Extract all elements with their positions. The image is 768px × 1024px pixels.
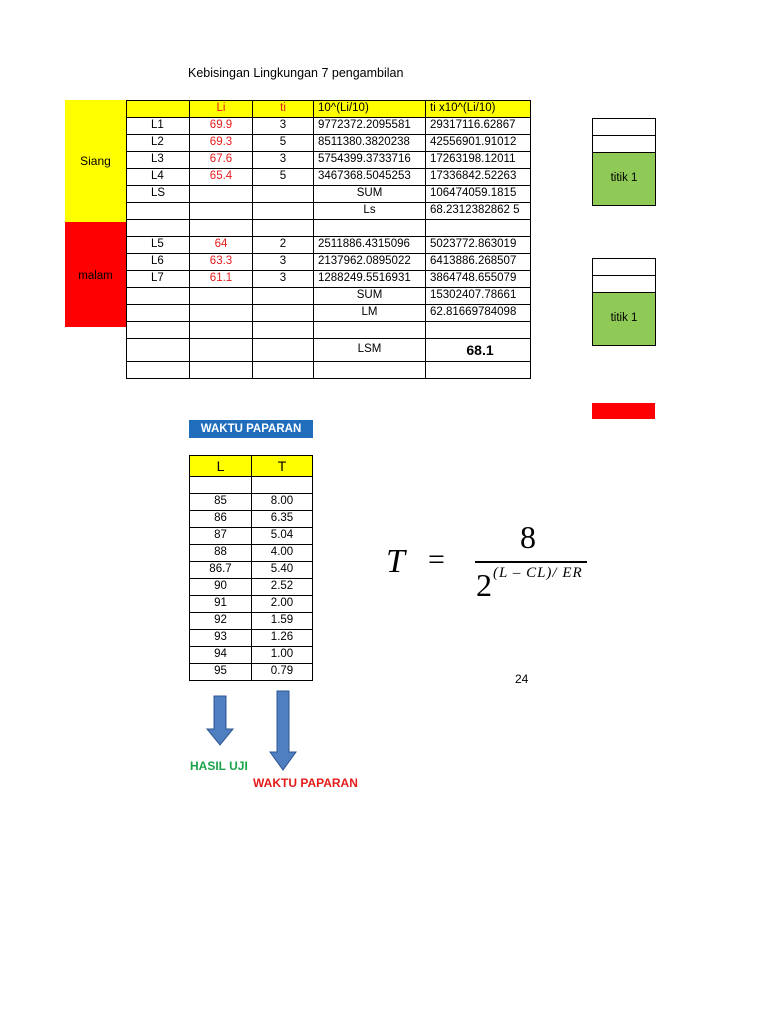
waktu-paparan-label bbox=[189, 420, 313, 438]
arrow-down-icon-2 bbox=[268, 690, 298, 772]
waktu-paparan-red-label: WAKTU PAPARAN bbox=[253, 776, 358, 790]
table-cell bbox=[313, 361, 426, 379]
lt-row-cell: 86.7 bbox=[189, 561, 252, 579]
formula-lhs: T bbox=[386, 543, 405, 580]
number-24: 24 bbox=[515, 672, 529, 686]
fraction-bar bbox=[475, 561, 587, 563]
lt-empty-cell bbox=[189, 476, 252, 494]
table-cell: L5 bbox=[126, 236, 190, 254]
table-cell: 3 bbox=[252, 151, 314, 169]
titik-label-2: titik 1 bbox=[610, 312, 638, 325]
table-cell: 64 bbox=[189, 236, 253, 254]
formula-numerator: 8 bbox=[520, 519, 536, 555]
table-cell: 1288249.5516931 bbox=[313, 270, 426, 288]
table-cell: 62.81669784098 bbox=[425, 304, 531, 322]
titik-label-1: titik 1 bbox=[610, 172, 638, 185]
table-cell: LSM bbox=[313, 338, 426, 362]
lt-header-cell: T bbox=[251, 455, 313, 477]
table-cell: 67.6 bbox=[189, 151, 253, 169]
table-cell: 3 bbox=[252, 253, 314, 271]
table-cell: 106474059.1815 bbox=[425, 185, 531, 203]
table-cell: 5 bbox=[252, 168, 314, 186]
table-cell: L4 bbox=[126, 168, 190, 186]
titik-box-2 bbox=[592, 292, 656, 346]
table-cell: 3 bbox=[252, 117, 314, 135]
lt-row-cell: 0.79 bbox=[251, 663, 313, 681]
lt-row-cell: 8.00 bbox=[251, 493, 313, 511]
lt-row-cell: 92 bbox=[189, 612, 252, 630]
lt-row-cell: 87 bbox=[189, 527, 252, 545]
lt-row-cell: 2.00 bbox=[251, 595, 313, 613]
table-cell bbox=[425, 219, 531, 237]
table-cell: 68.2312382862 5 bbox=[425, 202, 531, 220]
table-cell bbox=[189, 361, 253, 379]
table-cell bbox=[425, 361, 531, 379]
table-cell: L2 bbox=[126, 134, 190, 152]
table-cell: 29317116.62867 bbox=[425, 117, 531, 135]
table-cell bbox=[252, 338, 314, 362]
lt-row-cell: 94 bbox=[189, 646, 252, 664]
table-cell: 5023772.863019 bbox=[425, 236, 531, 254]
lt-row-cell: 95 bbox=[189, 663, 252, 681]
lt-empty-cell bbox=[251, 476, 313, 494]
table-cell: 17263198.12011 bbox=[425, 151, 531, 169]
table-cell: 2 bbox=[252, 236, 314, 254]
red-marker bbox=[592, 403, 655, 419]
table-cell: L3 bbox=[126, 151, 190, 169]
lt-row-cell: 2.52 bbox=[251, 578, 313, 596]
table-cell: 63.3 bbox=[189, 253, 253, 271]
table-cell bbox=[252, 202, 314, 220]
table-cell: 2511886.4315096 bbox=[313, 236, 426, 254]
table-cell bbox=[252, 287, 314, 305]
table-cell bbox=[189, 185, 253, 203]
side-box-3 bbox=[592, 258, 656, 276]
side-box-4 bbox=[592, 275, 656, 293]
table-cell: 6413886.268507 bbox=[425, 253, 531, 271]
malam-label: malam bbox=[78, 269, 113, 282]
table-cell bbox=[252, 321, 314, 339]
table-cell: L1 bbox=[126, 117, 190, 135]
lt-row-cell: 91 bbox=[189, 595, 252, 613]
titik-box-1 bbox=[592, 152, 656, 206]
table-cell: L6 bbox=[126, 253, 190, 271]
lt-row-cell: 86 bbox=[189, 510, 252, 528]
lt-row-cell: 5.04 bbox=[251, 527, 313, 545]
table-cell bbox=[126, 287, 190, 305]
lt-row-cell: 1.00 bbox=[251, 646, 313, 664]
table-cell: 42556901.91012 bbox=[425, 134, 531, 152]
table-cell: 17336842.52263 bbox=[425, 168, 531, 186]
header-cell: ti bbox=[252, 100, 314, 118]
lt-header-cell: L bbox=[189, 455, 252, 477]
header-cell: ti x10^(Li/10) bbox=[425, 100, 531, 118]
lt-row-cell: 5.40 bbox=[251, 561, 313, 579]
lt-row-cell: 93 bbox=[189, 629, 252, 647]
table-cell: 3864748.655079 bbox=[425, 270, 531, 288]
hasil-uji-label: HASIL UJI bbox=[190, 759, 248, 773]
lt-row-cell: 1.59 bbox=[251, 612, 313, 630]
formula bbox=[380, 515, 610, 615]
table-cell bbox=[313, 219, 426, 237]
table-cell: SUM bbox=[313, 287, 426, 305]
table-cell: 65.4 bbox=[189, 168, 253, 186]
table-cell: 3467368.5045253 bbox=[313, 168, 426, 186]
table-cell bbox=[126, 219, 190, 237]
table-cell bbox=[126, 304, 190, 322]
table-cell bbox=[126, 321, 190, 339]
table-cell bbox=[126, 202, 190, 220]
table-cell bbox=[252, 304, 314, 322]
siang-label: Siang bbox=[80, 154, 111, 168]
table-cell: 69.9 bbox=[189, 117, 253, 135]
malam-block bbox=[65, 222, 126, 327]
formula-base: 2 bbox=[476, 567, 492, 603]
table-cell bbox=[252, 185, 314, 203]
lt-row-cell: 4.00 bbox=[251, 544, 313, 562]
side-box-1 bbox=[592, 118, 656, 136]
table-cell: 5754399.3733716 bbox=[313, 151, 426, 169]
table-cell: 2137962.0895022 bbox=[313, 253, 426, 271]
table-cell bbox=[189, 219, 253, 237]
header-cell bbox=[126, 100, 190, 118]
siang-block bbox=[65, 100, 126, 222]
table-cell: Ls bbox=[313, 202, 426, 220]
waktu-paparan-text: WAKTU PAPARAN bbox=[200, 423, 302, 435]
table-cell: 69.3 bbox=[189, 134, 253, 152]
table-cell: 61.1 bbox=[189, 270, 253, 288]
table-cell bbox=[189, 304, 253, 322]
table-cell bbox=[126, 361, 190, 379]
table-cell bbox=[189, 287, 253, 305]
table-cell bbox=[189, 338, 253, 362]
formula-eq: = bbox=[428, 543, 445, 576]
table-cell bbox=[189, 202, 253, 220]
table-cell bbox=[425, 321, 531, 339]
table-cell bbox=[313, 321, 426, 339]
lt-row-cell: 6.35 bbox=[251, 510, 313, 528]
table-cell: 9772372.2095581 bbox=[313, 117, 426, 135]
table-cell bbox=[126, 338, 190, 362]
table-cell: 8511380.3820238 bbox=[313, 134, 426, 152]
table-cell bbox=[252, 219, 314, 237]
header-cell: Li bbox=[189, 100, 253, 118]
arrow-down-icon-1 bbox=[205, 695, 235, 747]
lt-row-cell: 1.26 bbox=[251, 629, 313, 647]
header-cell: 10^(Li/10) bbox=[313, 100, 426, 118]
table-cell: 15302407.78661 bbox=[425, 287, 531, 305]
lt-row-cell: 90 bbox=[189, 578, 252, 596]
table-cell bbox=[252, 361, 314, 379]
table-cell: LS bbox=[126, 185, 190, 203]
table-cell: SUM bbox=[313, 185, 426, 203]
table-cell: LM bbox=[313, 304, 426, 322]
table-cell bbox=[189, 321, 253, 339]
table-cell: L7 bbox=[126, 270, 190, 288]
lt-row-cell: 85 bbox=[189, 493, 252, 511]
lt-row-cell: 88 bbox=[189, 544, 252, 562]
page-title: Kebisingan Lingkungan 7 pengambilan bbox=[188, 66, 404, 80]
table-cell: 3 bbox=[252, 270, 314, 288]
table-cell: 68.1 bbox=[425, 338, 531, 362]
table-cell: 5 bbox=[252, 134, 314, 152]
formula-exponent: (L – CL)/ ER bbox=[493, 565, 583, 581]
side-box-2 bbox=[592, 135, 656, 153]
